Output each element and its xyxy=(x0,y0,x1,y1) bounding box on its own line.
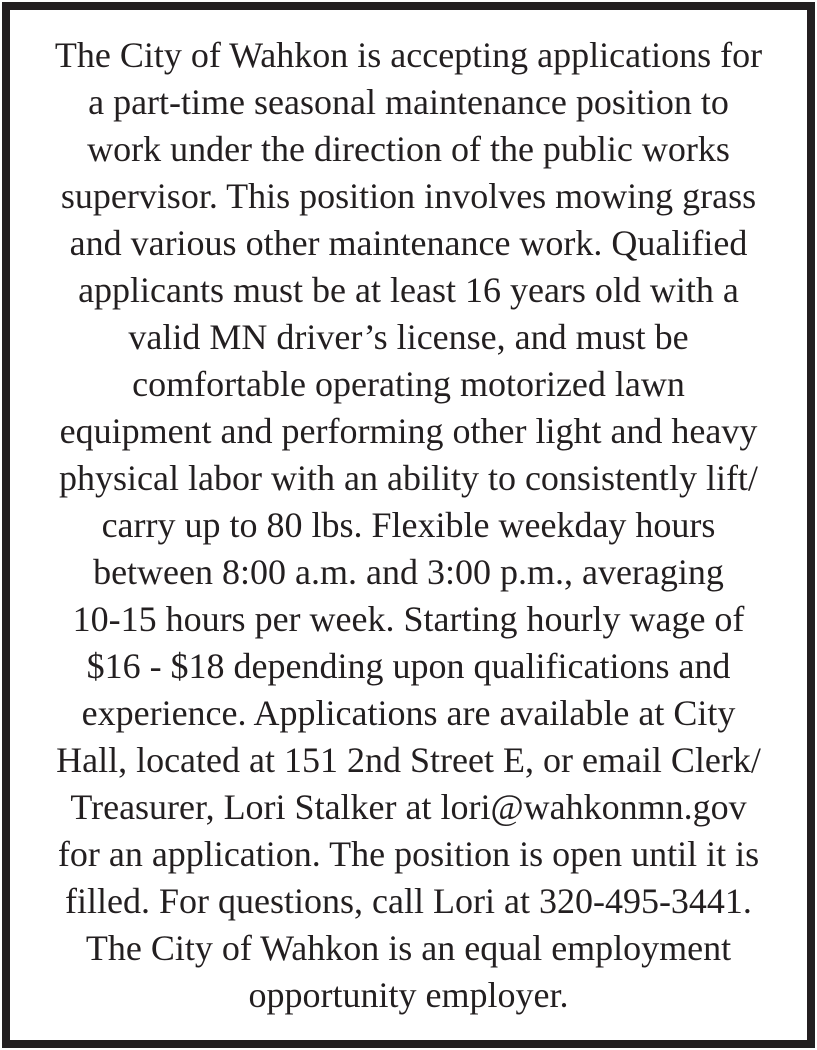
ad-text-line: experience. Applications are available at City xyxy=(81,692,736,733)
ad-text-line: and various other maintenance work. Qualified xyxy=(69,222,748,263)
ad-text-line: for an application. The position is open until it is xyxy=(57,833,760,874)
ad-text-line: supervisor. This position involves mowing grass xyxy=(60,175,757,216)
ad-frame xyxy=(2,2,815,1048)
ad-text-line: physical labor with an ability to consistently lift/ xyxy=(59,457,758,498)
ad-text-line: valid MN driver’s license, and must be xyxy=(128,316,689,357)
ad-text-line: The City of Wahkon is an equal employment xyxy=(85,927,732,968)
ad-text-line: carry up to 80 lbs. Flexible weekday hours xyxy=(101,504,716,545)
ad-text-block xyxy=(10,32,807,1019)
ad-text-line: comfortable operating motorized lawn xyxy=(132,363,685,404)
ad-text-line: 10-15 hours per week. Starting hourly wage of xyxy=(72,598,745,639)
ad-text-line: work under the direction of the public works xyxy=(87,128,730,169)
ad-text-line: applicants must be at least 16 years old with a xyxy=(78,269,739,310)
ad-text-line: equipment and performing other light and heavy xyxy=(59,410,758,451)
ad-text-line: filled. For questions, call Lori at 320-495-3441. xyxy=(65,880,752,921)
ad-text-line: between 8:00 a.m. and 3:00 p.m., averaging xyxy=(93,551,724,592)
ad-text-line: Hall, located at 151 2nd Street E, or email Clerk/ xyxy=(56,739,761,780)
ad-text-line: The City of Wahkon is accepting applications for xyxy=(54,34,763,75)
ad-text-line: $16 - $18 depending upon qualifications and xyxy=(86,645,731,686)
ad-text-line: opportunity employer. xyxy=(248,974,569,1015)
ad-text-line: a part-time seasonal maintenance position to xyxy=(88,81,729,122)
ad-text-line: Treasurer, Lori Stalker at lori@wahkonmn.gov xyxy=(70,786,747,827)
